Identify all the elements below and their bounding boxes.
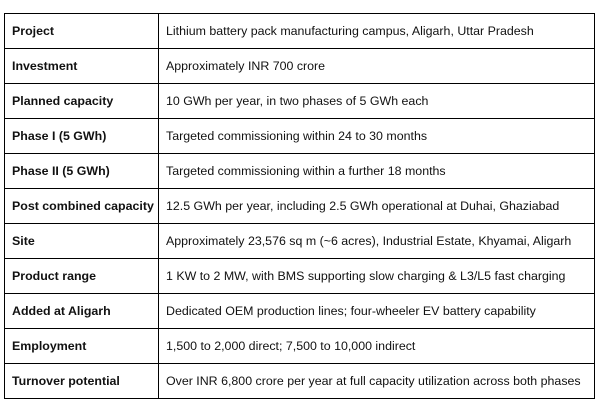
row-value: Targeted commissioning within 24 to 30 months: [159, 119, 595, 154]
project-facts-table-body: [5, 14, 595, 399]
row-value: 1,500 to 2,000 direct; 7,500 to 10,000 indirect: [159, 329, 595, 364]
row-label: Phase II (5 GWh): [5, 154, 159, 189]
row-value: Targeted commissioning within a further 18 months: [159, 154, 595, 189]
row-label: Site: [5, 224, 159, 259]
table-row-phase-1: [5, 119, 595, 154]
table-row-product-range: [5, 259, 595, 294]
row-label: Turnover potential: [5, 364, 159, 399]
table-row-site: [5, 224, 595, 259]
table-row-phase-2: [5, 154, 595, 189]
row-value: 1 KW to 2 MW, with BMS supporting slow charging & L3/L5 fast charging: [159, 259, 595, 294]
row-value: Approximately INR 700 crore: [159, 49, 595, 84]
table-row-turnover-potential: [5, 364, 595, 399]
table-row-added-at-aligarh: [5, 294, 595, 329]
row-label: Added at Aligarh: [5, 294, 159, 329]
table-row-investment: [5, 49, 595, 84]
row-label: Employment: [5, 329, 159, 364]
row-label: Phase I (5 GWh): [5, 119, 159, 154]
row-value: Over INR 6,800 crore per year at full capacity utilization across both phases: [159, 364, 595, 399]
table-row-employment: [5, 329, 595, 364]
table-row-planned-capacity: [5, 84, 595, 119]
row-label: Project: [5, 14, 159, 49]
row-value: 10 GWh per year, in two phases of 5 GWh each: [159, 84, 595, 119]
row-value: Lithium battery pack manufacturing campus, Aligarh, Uttar Pradesh: [159, 14, 595, 49]
row-value: 12.5 GWh per year, including 2.5 GWh operational at Duhai, Ghaziabad: [159, 189, 595, 224]
project-facts-table: [4, 13, 595, 399]
project-facts-sheet: [4, 13, 594, 399]
row-label: Product range: [5, 259, 159, 294]
row-value: Approximately 23,576 sq m (~6 acres), Industrial Estate, Khyamai, Aligarh: [159, 224, 595, 259]
table-row-post-combined-capacity: [5, 189, 595, 224]
row-value: Dedicated OEM production lines; four-wheeler EV battery capability: [159, 294, 595, 329]
row-label: Planned capacity: [5, 84, 159, 119]
row-label: Investment: [5, 49, 159, 84]
row-label: Post combined capacity: [5, 189, 159, 224]
table-row-project: [5, 14, 595, 49]
